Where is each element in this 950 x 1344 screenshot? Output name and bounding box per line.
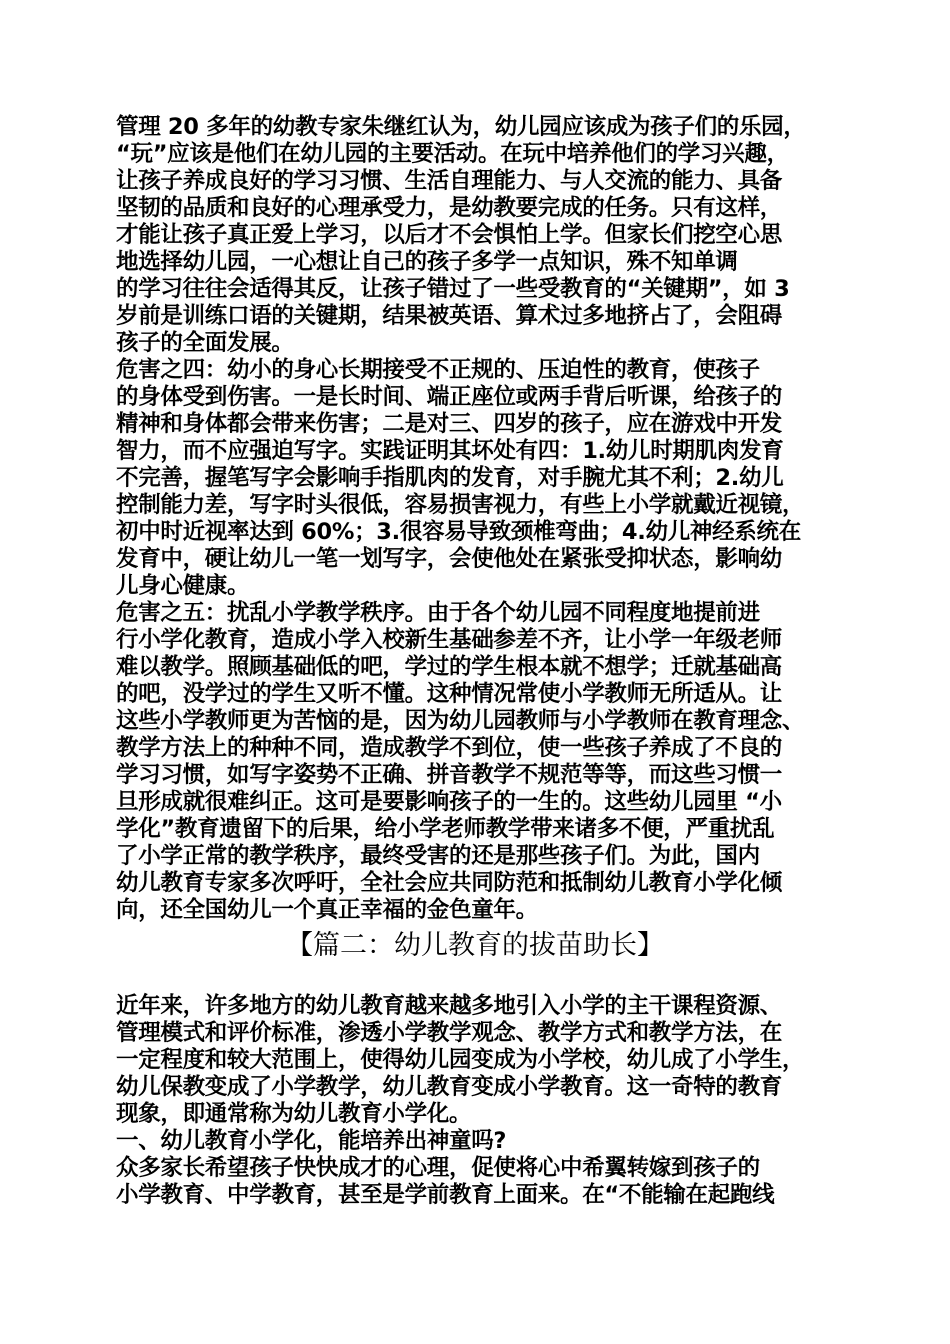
section-heading: 【篇二：幼儿教育的拔苗助长】 <box>286 930 664 961</box>
text-line: 幼儿教育专家多次呼吁，全社会应共同防范和抵制幼儿教育小学化倾 <box>116 870 783 896</box>
subheading-line: 一、幼儿教育小学化，能培养出神童吗? <box>116 1128 507 1154</box>
text-line: 的学习往往会适得其反，让孩子错过了一些受教育的“关键期”，如 3 <box>116 276 790 302</box>
text-line: 近年来，许多地方的幼儿教育越来越多地引入小学的主干课程资源、 <box>116 993 783 1019</box>
text-line: 现象，即通常称为幼儿教育小学化。 <box>116 1101 472 1127</box>
text-line: 地选择幼儿园，一心想让自己的孩子多学一点知识，殊不知单调 <box>116 249 738 275</box>
text-line: 危害之五：扰乱小学教学秩序。由于各个幼儿园不同程度地提前进 <box>116 600 760 626</box>
text-line: 旦形成就很难纠正。这可是要影响孩子的一生的。这些幼儿园里 “小 <box>116 789 782 815</box>
text-line: 坚韧的品质和良好的心理承受力，是幼教要完成的任务。只有这样， <box>116 195 783 221</box>
text-line: 管理 20 多年的幼教专家朱继红认为，幼儿园应该成为孩子们的乐园， <box>116 114 806 140</box>
text-line: 的身体受到伤害。一是长时间、端正座位或两手背后听课，给孩子的 <box>116 384 783 410</box>
text-line: 发育中，硬让幼儿一笔一划写字，会使他处在紧张受抑状态，影响幼 <box>116 546 783 572</box>
text-line: 才能让孩子真正爱上学习，以后才不会惧怕上学。但家长们挖空心思 <box>116 222 783 248</box>
text-line: 危害之四：幼小的身心长期接受不正规的、压迫性的教育，使孩子 <box>116 357 760 383</box>
text-line: 精神和身体都会带来伤害；二是对三、四岁的孩子，应在游戏中开发 <box>116 411 783 437</box>
text-line: 控制能力差，写字时头很低，容易损害视力，有些上小学就戴近视镜， <box>116 492 805 518</box>
text-line: 幼儿保教变成了小学教学，幼儿教育变成小学教育。这一奇特的教育 <box>116 1074 783 1100</box>
text-line: 让孩子养成良好的学习习惯、生活自理能力、与人交流的能力、具备 <box>116 168 783 194</box>
text-line: “玩”应该是他们在幼儿园的主要活动。在玩中培养他们的学习兴趣， <box>116 141 789 167</box>
text-line: 孩子的全面发展。 <box>116 330 294 356</box>
text-line: 这些小学教师更为苦恼的是，因为幼儿园教师与小学教师在教育理念、 <box>116 708 805 734</box>
text-line: 小学教育、中学教育，甚至是学前教育上面来。在“不能输在起跑线 <box>116 1182 775 1208</box>
text-line: 了小学正常的教学秩序，最终受害的还是那些孩子们。为此，国内 <box>116 843 760 869</box>
text-line: 行小学化教育，造成小学入校新生基础参差不齐，让小学一年级老师 <box>116 627 783 653</box>
text-line: 难以教学。照顾基础低的吧，学过的学生根本就不想学；迁就基础高 <box>116 654 783 680</box>
text-line: 管理模式和评价标准，渗透小学教学观念、教学方式和教学方法，在 <box>116 1020 783 1046</box>
text-line: 学习习惯，如写字姿势不正确、拼音教学不规范等等，而这些习惯一 <box>116 762 783 788</box>
text-line: 不完善，握笔写字会影响手指肌肉的发育，对手腕尤其不利；2.幼儿 <box>116 465 784 491</box>
text-line: 初中时近视率达到 60%；3.很容易导致颈椎弯曲；4.幼儿神经系统在 <box>116 519 801 545</box>
text-line: 智力，而不应强迫写字。实践证明其坏处有四：1.幼儿时期肌肉发育 <box>116 438 784 464</box>
text-line: 众多家长希望孩子快快成才的心理，促使将心中希翼转嫁到孩子的 <box>116 1155 760 1181</box>
text-line: 岁前是训练口语的关键期，结果被英语、算术过多地挤占了，会阻碍 <box>116 303 783 329</box>
text-line: 一定程度和较大范围上，使得幼儿园变成为小学校，幼儿成了小学生， <box>116 1047 805 1073</box>
text-line: 的吧，没学过的学生又听不懂。这种情况常使小学教师无所适从。让 <box>116 681 783 707</box>
text-line: 向，还全国幼儿一个真正幸福的金色童年。 <box>116 897 538 923</box>
text-line: 儿身心健康。 <box>116 573 250 599</box>
text-line: 学化”教育遗留下的后果，给小学老师教学带来诸多不便，严重扰乱 <box>116 816 775 842</box>
text-line: 教学方法上的种种不同，造成教学不到位，使一些孩子养成了不良的 <box>116 735 783 761</box>
